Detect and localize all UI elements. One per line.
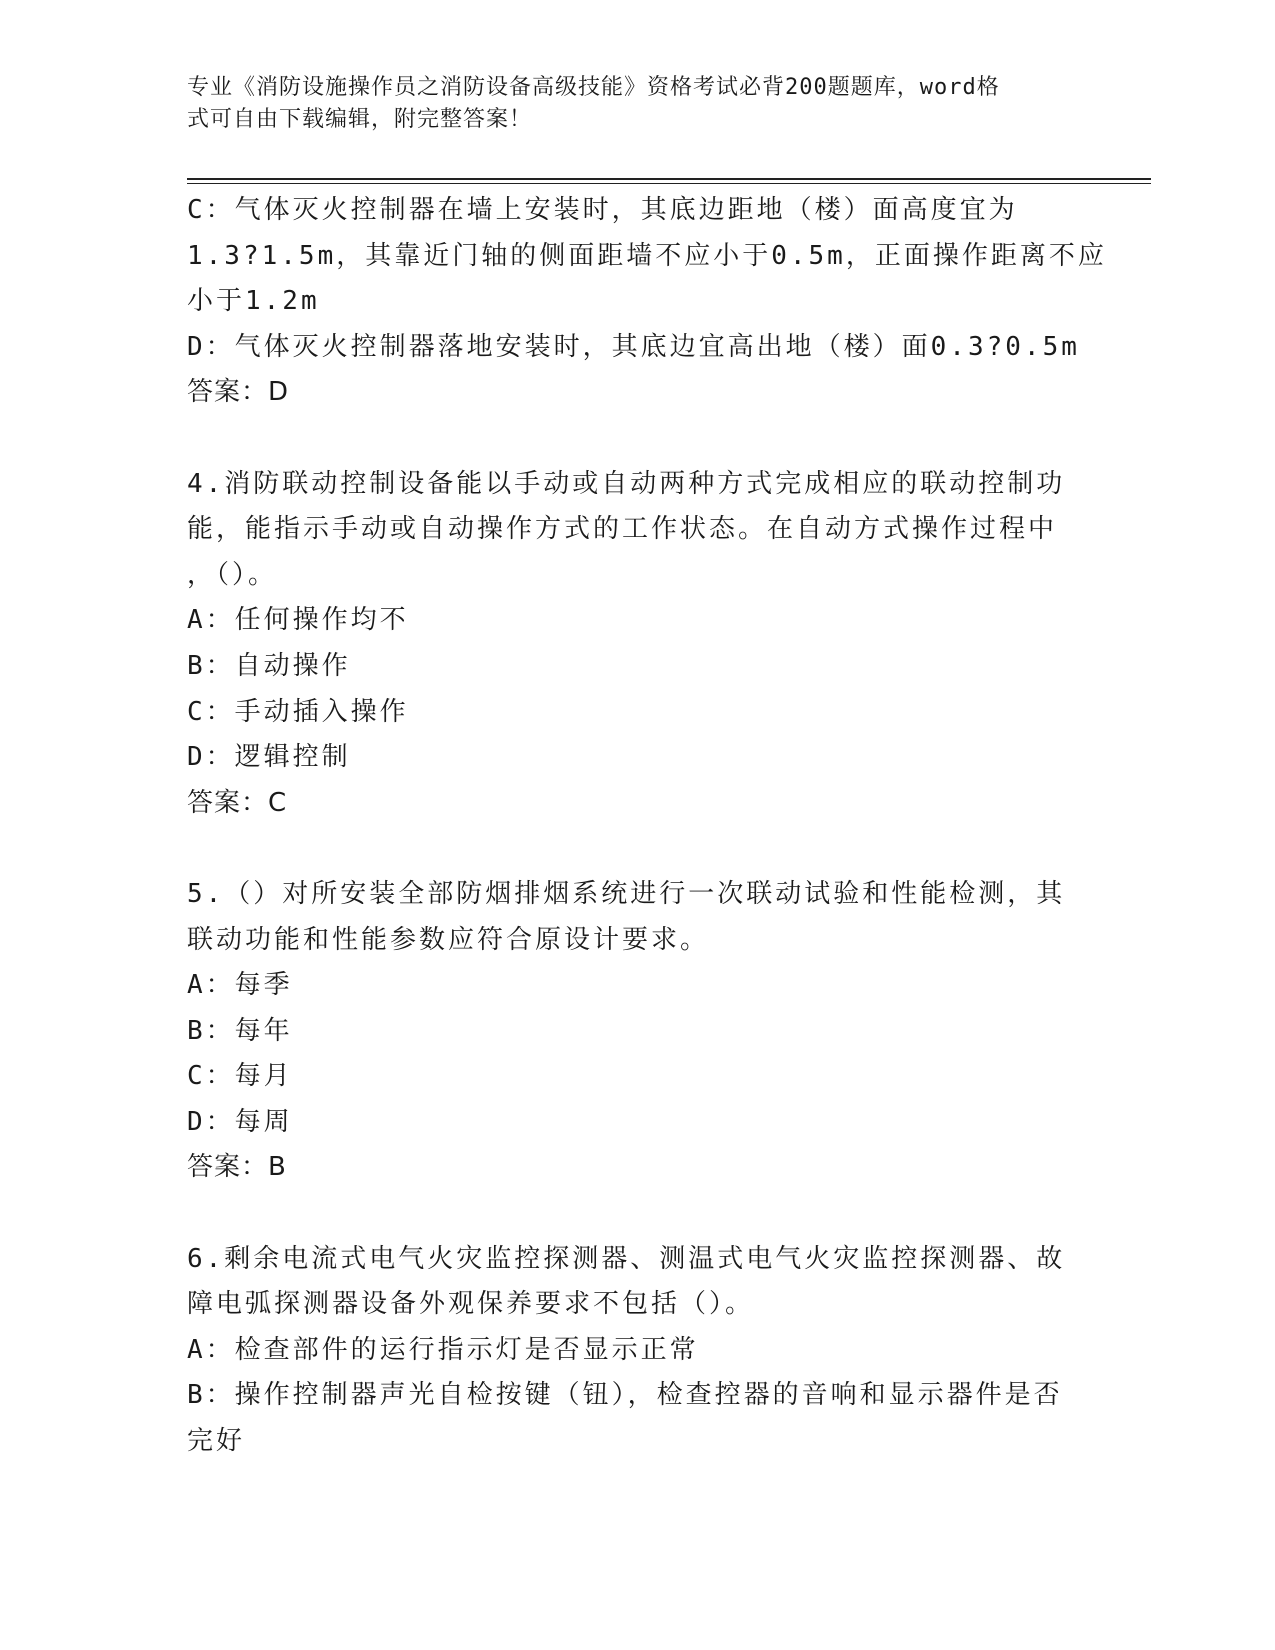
option-c-line-1: C：气体灭火控制器在墙上安装时，其底边距地（楼）面高度宜为: [187, 195, 1018, 225]
question-5: [187, 872, 1087, 1191]
spacer: [187, 1191, 1087, 1237]
page-header: [187, 72, 1077, 136]
question-6: [187, 1237, 1087, 1465]
option-c-line-3: 小于1.2m: [187, 286, 320, 317]
option-a: A：每季: [187, 970, 293, 1001]
option-d: D：逻辑控制: [187, 742, 351, 773]
option-b-line-1: B：操作控制器声光自检按键（钮），检查控器的音响和显示器件是否: [187, 1380, 1063, 1411]
question-stem-line-2: 能，能指示手动或自动操作方式的工作状态。在自动方式操作过程中: [187, 514, 1058, 545]
spacer: [187, 416, 1087, 462]
option-d: D：气体灭火控制器落地安装时，其底边宜高出地（楼）面0.3?0.5m: [187, 331, 1080, 362]
question-3-continued: [187, 188, 1107, 416]
option-a: A：任何操作均不: [187, 605, 409, 636]
question-stem-line-1: 6.剩余电流式电气火灾监控探测器、测温式电气火灾监控探测器、故: [187, 1243, 1066, 1274]
option-a: A：检查部件的运行指示灯是否显示正常: [187, 1334, 699, 1365]
document-body: [187, 188, 1107, 1465]
answer-q3: 答案：D: [187, 377, 290, 408]
question-stem-line-3: ，（）。: [187, 559, 278, 590]
header-divider-thin: [187, 183, 1151, 184]
header-title-line-2: 式可自由下载编辑，附完整答案！: [187, 107, 533, 132]
option-b-line-2: 完好: [187, 1426, 246, 1457]
answer-q4: 答案：C: [187, 787, 288, 818]
header-divider: [187, 178, 1151, 180]
option-c: C：手动插入操作: [187, 696, 409, 727]
option-d: D：每周: [187, 1106, 293, 1137]
question-stem-line-2: 障电弧探测器设备外观保养要求不包括（）。: [187, 1289, 755, 1320]
option-c-line-2: 1.3?1.5m，其靠近门轴的侧面距墙不应小于0.5m，正面操作距离不应: [187, 240, 1107, 271]
spacer: [187, 826, 1087, 872]
question-stem-line-1: 5.（）对所安装全部防烟排烟系统进行一次联动试验和性能检测，其: [187, 878, 1066, 909]
question-stem-line-1: 4.消防联动控制设备能以手动或自动两种方式完成相应的联动控制功: [187, 468, 1066, 499]
question-stem-line-2: 联动功能和性能参数应符合原设计要求。: [187, 924, 710, 955]
question-4: [187, 462, 1087, 827]
header-title-line-1: 专业《消防设施操作员之消防设备高级技能》资格考试必背200题题库，word格: [187, 75, 1000, 100]
option-b: B：每年: [187, 1015, 293, 1046]
option-c: C：每月: [187, 1061, 293, 1092]
answer-q5: 答案：B: [187, 1152, 287, 1183]
option-b: B：自动操作: [187, 650, 351, 681]
